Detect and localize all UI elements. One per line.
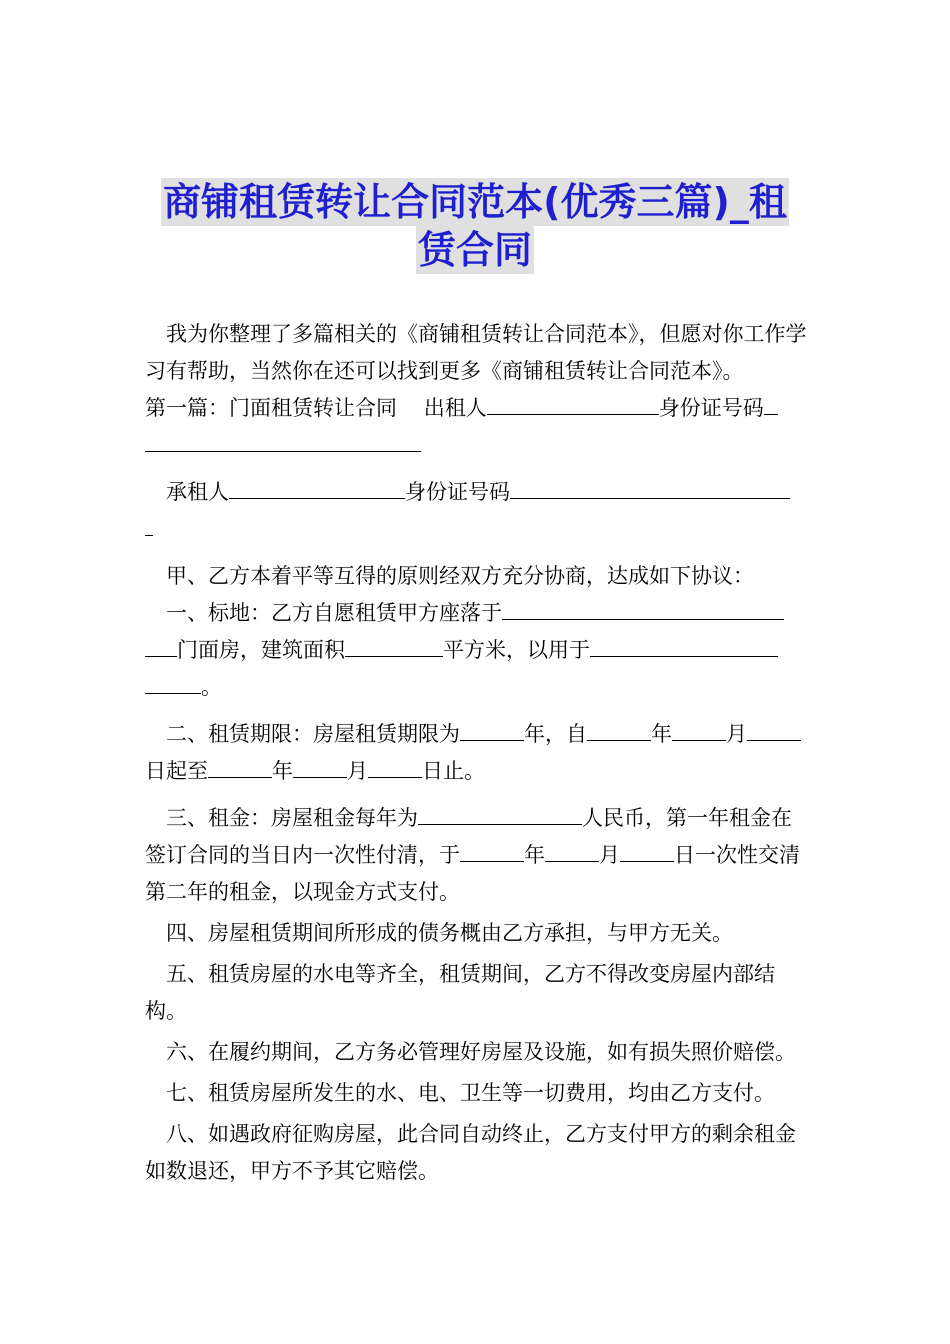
lessee-label: 承租人 xyxy=(166,480,229,504)
location-blank xyxy=(502,597,784,620)
pay-month-blank xyxy=(545,839,599,862)
start-year-blank xyxy=(587,718,651,741)
clause-5: 五、租赁房屋的水电等齐全，租赁期间，乙方不得改变房屋内部结构。 xyxy=(145,962,775,1023)
clause-6: 六、在履约期间，乙方务必管理好房屋及设施，如有损失照价赔偿。 xyxy=(166,1040,796,1064)
lessee-id-blank xyxy=(510,476,790,499)
lessor-label: 出租人 xyxy=(423,396,487,420)
lessee-id-blank-cont xyxy=(145,513,153,536)
clause-2-year: 年 xyxy=(524,722,545,746)
lessor-id-label: 身份证号码 xyxy=(658,396,764,420)
document-body xyxy=(145,316,809,1190)
usage-blank xyxy=(590,634,778,657)
preamble-paragraph: 甲、乙方本着平等互得的原则经双方充分协商，达成如下协议： xyxy=(166,564,754,588)
document-title-line-2: 赁合同 xyxy=(417,228,532,272)
clause-2-end-year: 年 xyxy=(272,759,293,783)
clause-3-text-b: 人民币，第一年租金在签订合同的当日内一次性付清，于 xyxy=(145,806,792,867)
pay-day-blank xyxy=(620,839,674,862)
part1-heading: 第一篇：门面租赁转让合同 xyxy=(145,396,397,420)
start-month-blank xyxy=(672,718,726,741)
clause-2-start-month: 月 xyxy=(726,722,747,746)
clause-1-text-b: 门面房，建筑面积 xyxy=(177,638,345,662)
clause-3-year: 年 xyxy=(524,843,545,867)
lessor-id-blank-cont xyxy=(145,429,421,452)
location-blank-cont xyxy=(145,634,177,657)
clause-2-text-a: 二、租赁期限：房屋租赁期限为 xyxy=(166,722,460,746)
lessor-id-blank xyxy=(764,392,778,415)
annual-rent-blank xyxy=(418,802,582,825)
end-day-blank xyxy=(368,755,422,778)
document-title-line-1: 商铺租赁转让合同范本(优秀三篇)_租 xyxy=(163,180,787,224)
lessee-line xyxy=(145,474,809,548)
clause-7: 七、租赁房屋所发生的水、电、卫生等一切费用，均由乙方支付。 xyxy=(166,1081,775,1105)
clause-4: 四、房屋租赁期间所形成的债务概由乙方承担，与甲方无关。 xyxy=(166,921,733,945)
clause-1-text-c: 平方米，以用于 xyxy=(443,638,590,662)
start-day-blank xyxy=(747,718,769,741)
clause-3 xyxy=(145,800,809,911)
area-blank xyxy=(345,634,443,657)
end-year-blank xyxy=(208,755,272,778)
clause-3-text-a: 三、租金：房屋租金每年为 xyxy=(166,806,418,830)
start-day-blank-cont xyxy=(769,718,801,741)
clause-2-end-month: 月 xyxy=(347,759,368,783)
lessee-name-blank xyxy=(229,476,405,499)
lessor-line xyxy=(145,390,809,464)
term-years-blank xyxy=(460,718,524,741)
clause-3-text-c: 日一次性交清第二年的租金，以现金方式支付。 xyxy=(145,843,800,904)
title-block xyxy=(0,178,950,274)
clause-2-start-year: 年 xyxy=(651,722,672,746)
clause-1-text-a: 一、标地：乙方自愿租赁甲方座落于 xyxy=(166,601,502,625)
intro-paragraph: 我为你整理了多篇相关的《商铺租赁转让合同范本》，但愿对你工作学习有帮助，当然你在还可以找到更多《商铺租赁转让合同范本》。 xyxy=(145,322,807,383)
lessor-name-blank xyxy=(487,392,659,415)
clause-2-from: ，自 xyxy=(545,722,587,746)
lessee-id-label: 身份证号码 xyxy=(405,480,510,504)
clause-1-end: 。 xyxy=(201,675,222,699)
clause-2 xyxy=(145,716,809,790)
usage-blank-cont xyxy=(145,671,201,694)
end-month-blank xyxy=(293,755,347,778)
clause-8: 八、如遇政府征购房屋，此合同自动终止，乙方支付甲方的剩余租金如数退还，甲方不予其它赔偿。 xyxy=(145,1122,796,1183)
pay-year-blank xyxy=(460,839,524,862)
clause-1 xyxy=(145,595,809,706)
clause-2-end: 日止。 xyxy=(422,759,485,783)
clause-2-day-from: 日起至 xyxy=(145,759,208,783)
clause-3-month: 月 xyxy=(599,843,620,867)
